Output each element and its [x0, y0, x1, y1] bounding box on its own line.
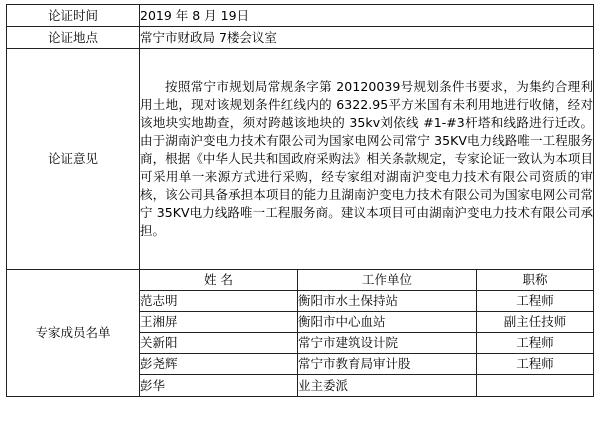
expert-name: 范志明 — [140, 291, 298, 312]
expert-title: 工程师 — [477, 291, 594, 312]
row-place — [7, 27, 594, 49]
row-opinion — [7, 49, 594, 270]
expert-title — [477, 375, 594, 397]
expert-name: 王湘屏 — [140, 312, 298, 333]
opinion-cell — [140, 49, 594, 270]
experts-label: 专家成员名单 — [7, 270, 140, 397]
expert-name: 彭尧辉 — [140, 354, 298, 375]
time-value: 2019 年 8 月 19日 — [140, 5, 594, 27]
place-value: 常宁市财政局 7楼会议室 — [140, 27, 594, 49]
expert-unit: 常宁市建筑设计院 — [298, 333, 477, 354]
opinion-text: 按照常宁市规划局常规条字第 20120039号规划条件书要求，为集约合理利用土地，现对该规划条件红线内的 6322.95平方米国有未利用地进行收储，经对该地块实地勘查，须对跨越该地块的 35kv刘依线 #1-#3杆塔和线路进行迁改。由于湖南沪变电力技术有限公司为国家电网公司常宁 35KV电力线路唯一工程服务商，根据《中华人民共和国政府采购法》相关条款规定，专家论证一致认为本项目可采用单一来源方式进行采购，经专家组对湖南沪变电力技术有限公司资质的审核，该公司具备承担本项目的能力且湖南沪变电力技术有限公司为国家电网公司常宁 35KV电力线路唯一工程服务商。建议本项目可由湖南沪变电力技术有限公司承担。 — [140, 79, 594, 238]
expert-review-table — [6, 4, 594, 397]
expert-title: 工程师 — [477, 354, 594, 375]
expert-unit: 衡阳市中心血站 — [298, 312, 477, 333]
expert-unit: 业主委派 — [298, 375, 477, 397]
expert-title: 副主任技师 — [477, 312, 594, 333]
opinion-label: 论证意见 — [7, 49, 140, 270]
expert-name: 彭华 — [140, 375, 298, 397]
expert-header-row — [7, 270, 594, 291]
place-label: 论证地点 — [7, 27, 140, 49]
expert-name: 关新阳 — [140, 333, 298, 354]
expert-title: 工程师 — [477, 333, 594, 354]
expert-unit: 常宁市教育局审计股 — [298, 354, 477, 375]
header-name: 姓 名 — [140, 270, 298, 291]
row-time — [7, 5, 594, 27]
header-title: 职称 — [477, 270, 594, 291]
header-unit: 工作单位 — [298, 270, 477, 291]
time-label: 论证时间 — [7, 5, 140, 27]
expert-unit: 衡阳市水土保持站 — [298, 291, 477, 312]
